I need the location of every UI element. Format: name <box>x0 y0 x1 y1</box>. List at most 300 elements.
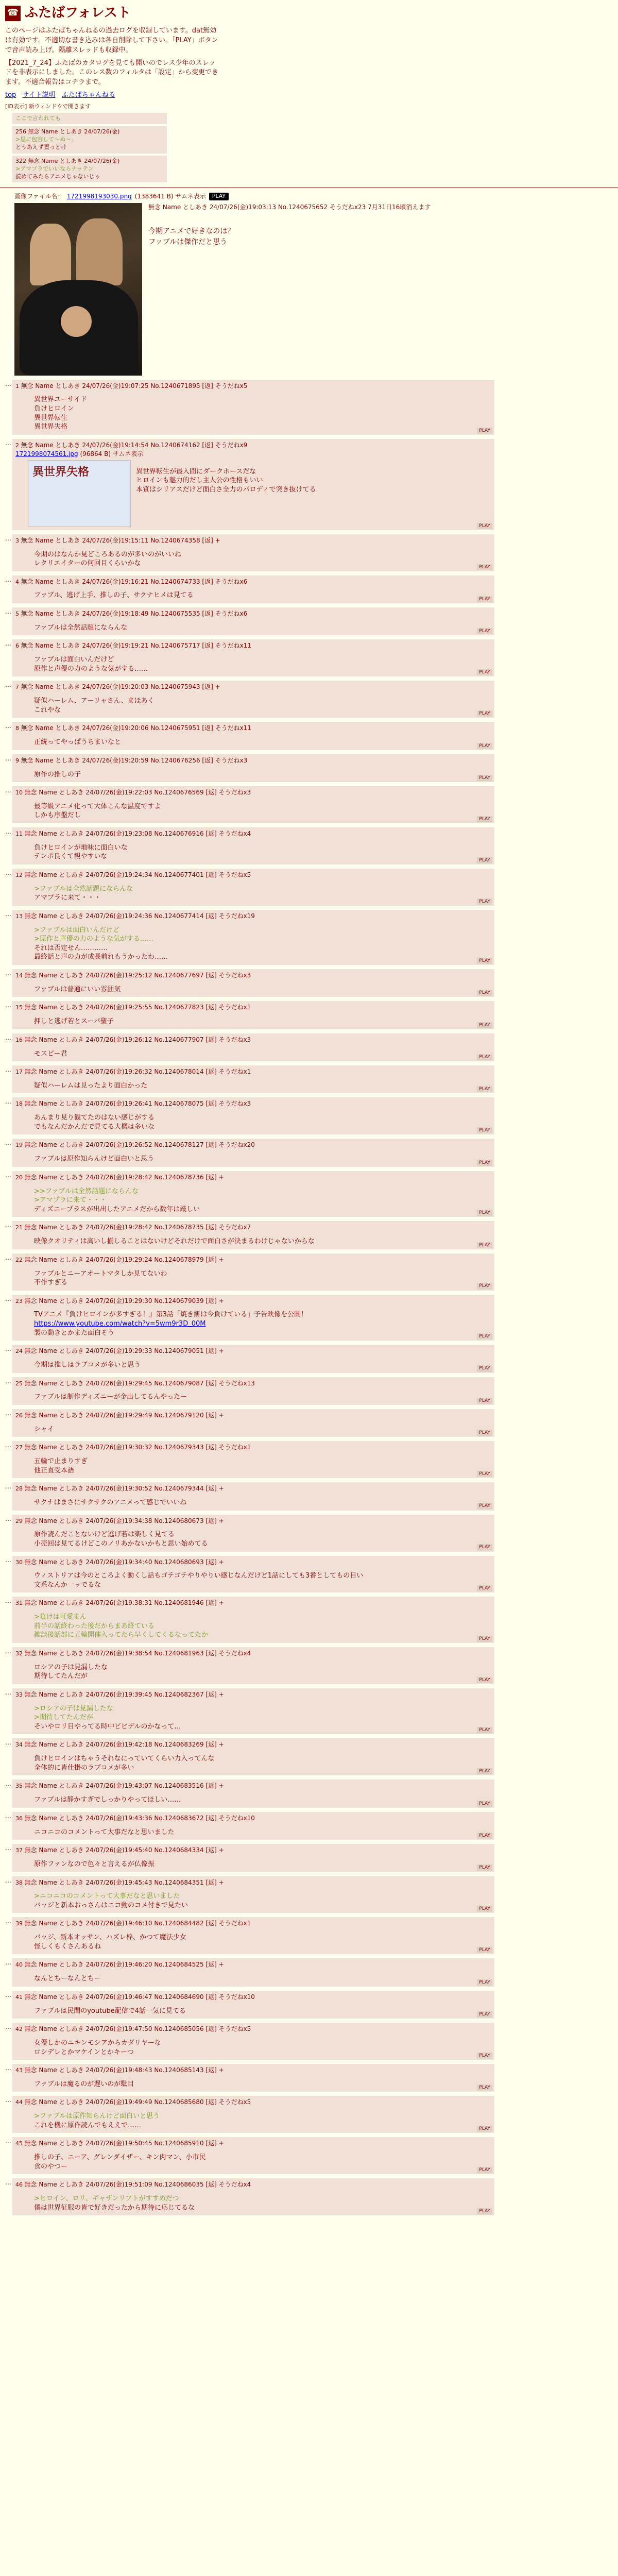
reply-line: バッジ、新本オッサン、ハズレ枠、かつて魔法少女 <box>34 1934 186 1942</box>
reply-message <box>34 1933 491 1951</box>
reply-gutter: … <box>5 1739 11 1747</box>
reply-post <box>12 534 494 571</box>
nav-link-futaba[interactable]: ふたばちゃんねる <box>61 91 115 99</box>
reply-line: ファブルは静かすぎでしっかりやってほしい…… <box>34 1796 181 1804</box>
reply-meta <box>15 1993 491 2002</box>
reply-line: 五輪で止まりすぎ <box>34 1458 88 1466</box>
preview-item[interactable] <box>12 126 167 154</box>
reply-play-button[interactable]: PLAY <box>477 1471 492 1477</box>
reply-play-button[interactable]: PLAY <box>477 1544 492 1550</box>
reply-post <box>12 1139 494 1166</box>
reply-message <box>34 1530 491 1548</box>
reply-header: 無念 Name としあき 24/07/26(金)19:24:36 No.1240677414 [返] そうだねx19 <box>24 912 255 920</box>
op-message <box>148 227 431 247</box>
reply-row <box>5 786 618 823</box>
reply-gutter: … <box>5 1515 11 1522</box>
reply-message <box>34 697 491 715</box>
reply-number: 13 <box>15 912 25 920</box>
reply-play-button[interactable]: PLAY <box>477 2208 492 2214</box>
reply-message <box>34 1393 491 1402</box>
reply-play-button[interactable]: PLAY <box>477 1768 492 1774</box>
reply-meta <box>15 912 491 921</box>
reply-quote-line: 雑談後話部に五輪開催入ってたら早くしてくるなってたか <box>34 1631 209 1639</box>
reply-number: 1 <box>15 382 21 389</box>
reply-meta <box>15 1814 491 1823</box>
reply-play-button[interactable]: PLAY <box>477 669 492 675</box>
reply-play-button[interactable]: PLAY <box>477 1636 492 1642</box>
reply-meta <box>15 1173 491 1182</box>
reply-message <box>34 655 491 673</box>
op-file-bar <box>14 192 618 200</box>
reply-play-button[interactable]: PLAY <box>477 1160 492 1166</box>
reply-post <box>12 1917 494 1954</box>
reply-message <box>34 1795 491 1805</box>
reply-line: 最終話と声の力が成長前れもうかったわ…… <box>34 953 168 961</box>
reply-post <box>12 1253 494 1291</box>
reply-gutter: … <box>5 1377 11 1385</box>
reply-meta <box>15 1347 491 1355</box>
reply-row <box>5 1377 618 1405</box>
reply-message <box>34 2007 491 2016</box>
reply-header: 無念 Name としあき 24/07/26(金)19:25:12 No.1240677697 [返] そうだねx3 <box>24 971 251 979</box>
reply-meta <box>15 1256 491 1264</box>
reply-gutter: … <box>5 2096 11 2104</box>
reply-message <box>34 1860 491 1869</box>
reply-gutter: … <box>5 1688 11 1696</box>
reply-row <box>5 607 618 635</box>
reply-row <box>5 439 618 530</box>
op-line: 今期アニメで好きなのは？ <box>148 227 235 235</box>
reply-gutter: … <box>5 754 11 762</box>
reply-post <box>12 1345 494 1372</box>
reply-post <box>12 1844 494 1872</box>
preview-label[interactable]: [ID表示] 新ウィンドウで開きます <box>5 103 91 110</box>
reply-number: 6 <box>15 642 21 650</box>
reply-header: 無念 Name としあき 24/07/26(金)19:19:21 No.1240675717 [返] そうだねx11 <box>21 642 251 650</box>
reply-message <box>34 1187 491 1214</box>
reply-line: 期待してたんだが <box>34 1672 88 1681</box>
reply-number: 41 <box>15 1993 25 2001</box>
reply-gutter: … <box>5 1409 11 1417</box>
reply-gutter: … <box>5 1171 11 1179</box>
reply-number: 44 <box>15 2099 25 2106</box>
reply-message <box>34 1361 491 1370</box>
reply-row <box>5 1001 618 1029</box>
reply-gutter: … <box>5 1033 11 1041</box>
reply-play-button[interactable]: PLAY <box>477 1210 492 1216</box>
reply-post <box>12 575 494 603</box>
reply-play-button[interactable]: PLAY <box>477 775 492 781</box>
reply-header: 無念 Name としあき 24/07/26(金)19:42:18 No.1240683269 [返] + <box>24 1741 224 1749</box>
reply-line: TVアニメ『負けヒロインが多すぎる！』第3話「焼き餅は今負けている」予告映像を公開！ <box>34 1311 308 1319</box>
reply-gutter: … <box>5 2179 11 2187</box>
reply-meta <box>15 1067 491 1076</box>
reply-gutter: … <box>5 1483 11 1490</box>
reply-gutter: … <box>5 969 11 977</box>
reply-play-button[interactable]: PLAY <box>477 1086 492 1092</box>
reply-message <box>136 467 316 527</box>
reply-row <box>5 1780 618 1807</box>
preview-item[interactable] <box>12 156 167 183</box>
reply-play-button[interactable]: PLAY <box>477 1022 492 1028</box>
reply-header: 無念 Name としあき 24/07/26(金)19:46:20 No.1240684525 [返] + <box>24 1961 224 1969</box>
reply-gutter: … <box>5 1597 11 1605</box>
reply-play-button[interactable]: PLAY <box>477 2053 492 2059</box>
reply-line: 原作読んだことないけど逃げ若は楽しく見てる <box>34 1531 175 1539</box>
reply-play-button[interactable]: PLAY <box>477 1333 492 1340</box>
reply-post <box>12 1738 494 1775</box>
reply-header: 無念 Name としあき 24/07/26(金)19:15:11 No.1240674358 [返] + <box>21 536 220 544</box>
nav-link-top[interactable]: top <box>5 91 16 99</box>
reply-meta <box>15 1919 491 1928</box>
reply-file-bar <box>15 450 491 458</box>
reply-header: 無念 Name としあき 24/07/26(金)19:34:38 No.1240680673 [返] + <box>24 1517 224 1524</box>
reply-play-button[interactable]: PLAY <box>477 2084 492 2091</box>
reply-message <box>34 926 491 962</box>
op-image[interactable] <box>14 203 142 376</box>
reply-row <box>5 2178 618 2215</box>
reply-row <box>5 2023 618 2060</box>
reply-header: 無念 Name としあき 24/07/26(金)19:26:32 No.1240678014 [返] そうだねx1 <box>24 1068 251 1076</box>
reply-post <box>12 2023 494 2060</box>
reply-gutter: … <box>5 681 11 689</box>
reply-header: 無念 Name としあき 24/07/26(金)19:29:49 No.1240679120 [返] + <box>24 1411 224 1419</box>
reply-line: 最等級アニメ化って大体こんな温度ですよ <box>34 802 161 810</box>
reply-row <box>5 910 618 965</box>
reply-header: 無念 Name としあき 24/07/26(金)19:47:50 No.1240685056 [返] そうだねx5 <box>24 2025 251 2033</box>
reply-post <box>12 380 494 435</box>
reply-header: 無念 Name としあき 24/07/26(金)19:51:09 No.1240686035 [返] そうだねx4 <box>24 2181 251 2189</box>
reply-meta <box>15 441 491 450</box>
reply-line: ロシデレとかマケインとかキーつ <box>34 2048 134 2056</box>
reply-line: 正統ってやっぱうちまいなと <box>34 738 122 747</box>
reply-line: 負けヒロインが地味に面白いな <box>34 843 128 852</box>
reply-meta <box>15 1846 491 1855</box>
site-intro <box>5 26 221 88</box>
reply-file-link[interactable]: 1721998074561.jpg <box>15 450 78 457</box>
reply-message <box>34 802 491 820</box>
reply-number: 22 <box>15 1256 25 1263</box>
reply-meta <box>15 1141 491 1149</box>
reply-play-button[interactable]: PLAY <box>477 857 492 863</box>
reply-play-button[interactable]: PLAY <box>477 1283 492 1289</box>
reply-header: 無念 Name としあき 24/07/26(金)19:26:12 No.1240677907 [返] そうだねx3 <box>24 1036 251 1043</box>
reply-post <box>12 969 494 997</box>
site-logo-icon[interactable]: ☎ <box>5 6 21 21</box>
reply-gutter: … <box>5 640 11 648</box>
reply-header: 無念 Name としあき 24/07/26(金)19:29:24 No.1240678979 [返] + <box>24 1256 224 1263</box>
reply-quote-line: >アマプラに来て・・・ <box>34 1196 107 1205</box>
reply-message <box>34 395 491 431</box>
reply-header: 無念 Name としあき 24/07/26(金)19:45:40 No.1240684334 [返] + <box>24 1846 224 1854</box>
reply-message <box>34 1457 491 1475</box>
reply-message <box>34 2194 491 2212</box>
reply-number: 25 <box>15 1380 25 1387</box>
reply-play-button[interactable]: PLAY <box>477 899 492 905</box>
reply-line: 女優しかのニキンモシアからカダリヤーな <box>34 2039 161 2047</box>
reply-gutter: … <box>5 787 11 794</box>
reply-play-button[interactable]: PLAY <box>477 1127 492 1133</box>
reply-number: 8 <box>15 725 21 732</box>
reply-play-button[interactable]: PLAY <box>477 1677 492 1683</box>
reply-number: 2 <box>15 442 21 449</box>
reply-row <box>5 1345 618 1372</box>
reply-meta <box>15 2139 491 2148</box>
reply-line: そいやロリ目やってる時中ビビデルのかなって… <box>34 1722 181 1731</box>
reply-number: 45 <box>15 2140 25 2147</box>
reply-number: 39 <box>15 1920 25 1927</box>
reply-header: 無念 Name としあき 24/07/26(金)19:14:54 No.1240674162 [返] そうだねx9 <box>21 441 248 449</box>
reply-meta <box>15 1003 491 1012</box>
reply-gutter: … <box>5 1647 11 1655</box>
reply-post <box>12 910 494 965</box>
reply-post <box>12 1033 494 1061</box>
op-meta: 無念 Name としあき 24/07/26(金)19:03:13 No.1240675652 そうだねx23 7月31日16頃消えます <box>148 203 431 211</box>
reply-meta <box>15 756 491 765</box>
reply-play-button[interactable]: PLAY <box>477 1979 492 1986</box>
reply-meta <box>15 829 491 838</box>
reply-line: ファブル、逃げ上手、推しの子、サクナヒメは見てる <box>34 591 194 600</box>
reply-row <box>5 754 618 782</box>
preview-item[interactable] <box>12 113 167 125</box>
reply-post <box>12 639 494 676</box>
reply-play-button[interactable]: PLAY <box>477 1865 492 1871</box>
reply-line: 推しの子、ニーア、グレンダイザー、キン肉マン、小市民 <box>34 2154 206 2162</box>
reply-header: 無念 Name としあき 24/07/26(金)19:25:55 No.1240677823 [返] そうだねx1 <box>24 1004 251 1011</box>
nav-link-about[interactable]: サイト説明 <box>22 91 56 99</box>
reply-row <box>5 534 618 571</box>
reply-play-button[interactable]: PLAY <box>477 816 492 822</box>
reply-row <box>5 1033 618 1061</box>
intro-paragraph-1: このページはふたばちゃんねるの過去ログを収録しています。dat無効は有効です。不適切な書き込みは各自削除して下さい。「PLAY」ボタンで音声読み上げ。隔離スレッドも収録中。 <box>5 27 218 54</box>
reply-row <box>5 380 618 435</box>
reply-gutter: … <box>5 722 11 730</box>
preview-quote: ここで言われても <box>15 114 61 122</box>
reply-gutter: … <box>5 1812 11 1820</box>
reply-meta <box>15 683 491 691</box>
reply-number: 31 <box>15 1600 25 1607</box>
reply-message <box>34 1049 491 1059</box>
reply-post <box>12 1597 494 1642</box>
reply-play-button[interactable]: PLAY <box>477 1833 492 1839</box>
reply-quote-line: >>ファブルは全然話題にならんな <box>34 1187 139 1195</box>
reply-header: 無念 Name としあき 24/07/26(金)19:48:43 No.1240685143 [返] + <box>24 2066 224 2074</box>
reply-row <box>5 827 618 865</box>
reply-message <box>34 2153 491 2171</box>
reply-gutter: … <box>5 1345 11 1353</box>
reply-gutter: … <box>5 1253 11 1261</box>
reply-gutter: … <box>5 1844 11 1852</box>
reply-play-button[interactable]: PLAY <box>477 1430 492 1436</box>
site-header <box>0 0 618 23</box>
reply-quote-line: >ファブルは全然話題にならんな <box>34 885 133 893</box>
reply-gutter: … <box>5 2023 11 2031</box>
reply-line: レクリエイターの何回目くらいかな <box>34 560 141 568</box>
reply-post <box>12 1221 494 1249</box>
reply-file-info: (96864 B) サムネ表示 <box>78 450 144 457</box>
reply-row <box>5 1253 618 1291</box>
reply-gutter: … <box>5 869 11 876</box>
reply-url-link[interactable]: https://www.youtube.com/watch?v=5wm9r3D_00M <box>34 1320 206 1328</box>
reply-quote-line: >ファブルは面白いんだけど <box>34 926 120 934</box>
reply-row <box>5 969 618 997</box>
reply-line: でもなんだかんだで見てる大概は多いな <box>34 1123 155 1131</box>
reply-post <box>12 1812 494 1840</box>
reply-header: 無念 Name としあき 24/07/26(金)19:46:47 No.1240684690 [返] そうだねx10 <box>24 1993 255 2001</box>
reply-header: 無念 Name としあき 24/07/26(金)19:34:40 No.1240680693 [返] + <box>24 1558 224 1566</box>
reply-play-button[interactable]: PLAY <box>477 1398 492 1404</box>
reply-meta <box>15 382 491 391</box>
preview-text: とうあえず置っとけ <box>15 144 66 151</box>
reply-row <box>5 1065 618 1093</box>
intro-paragraph-2: 【2021_7_24】ふたばのカタログを見ても開いのでレス少年のスレッドを非表示にしました。このレス数のフィルタは「設定」から変更できます。不適合報告はコチラまで。 <box>5 59 219 87</box>
reply-list <box>5 380 618 2216</box>
reply-header: 無念 Name としあき 24/07/26(金)19:38:54 No.1240681963 [返] そうだねx4 <box>24 1649 251 1657</box>
reply-line: これやな <box>34 706 61 714</box>
reply-play-button[interactable]: PLAY <box>477 2167 492 2173</box>
reply-play-button[interactable]: PLAY <box>477 2011 492 2018</box>
reply-header: 無念 Name としあき 24/07/26(金)19:43:07 No.1240683516 [返] + <box>24 1782 224 1790</box>
reply-quote-line: >ニコニコのコメントって大事だなと思いました <box>34 1892 180 1901</box>
reply-play-button[interactable]: PLAY <box>477 743 492 749</box>
reply-meta <box>15 1036 491 1044</box>
reply-header: 無念 Name としあき 24/07/26(金)19:50:45 No.1240685910 [返] + <box>24 2140 224 2147</box>
reply-number: 43 <box>15 2067 25 2074</box>
reply-line: サクナはまさにサクサクのアニメって感じでいいね <box>34 1499 187 1507</box>
reply-gutter: … <box>5 534 11 542</box>
reply-play-button[interactable]: PLAY <box>477 2126 492 2132</box>
reply-row <box>5 1171 618 1217</box>
reply-play-button[interactable]: PLAY <box>477 710 492 717</box>
reply-message <box>34 1892 491 1910</box>
reply-post <box>12 1991 494 2019</box>
reply-play-button[interactable]: PLAY <box>477 523 492 529</box>
reply-number: 21 <box>15 1224 25 1231</box>
reply-play-button[interactable]: PLAY <box>477 1727 492 1733</box>
reply-number: 42 <box>15 2026 25 2033</box>
reply-number: 27 <box>15 1444 25 1451</box>
reply-number: 12 <box>15 871 25 878</box>
reply-quote-line: >ヒロイン、ロリ、ギャザンリプトがすすめだつ <box>34 2195 179 2203</box>
reply-play-button[interactable]: PLAY <box>477 596 492 602</box>
reply-post <box>12 681 494 718</box>
reply-line: ヒロインも魅力的だし主人公の性格もいい <box>136 477 263 485</box>
reply-row <box>5 575 618 603</box>
reply-message <box>34 1571 491 1589</box>
reply-post <box>12 1482 494 1510</box>
reply-row <box>5 1958 618 1986</box>
reply-play-button[interactable]: PLAY <box>477 1906 492 1912</box>
reply-message <box>34 1754 491 1772</box>
reply-number: 15 <box>15 1004 25 1011</box>
reply-line: ファブルとニーアオートマタしか見てないわ <box>34 1269 167 1278</box>
reply-post <box>12 1780 494 1807</box>
reply-message <box>34 1425 491 1434</box>
reply-meta <box>15 1517 491 1526</box>
reply-row <box>5 2096 618 2133</box>
reply-row <box>5 1647 618 1684</box>
reply-number: 28 <box>15 1485 25 1493</box>
reply-meta <box>15 1223 491 1232</box>
reply-number: 11 <box>15 831 25 838</box>
reply-play-button[interactable]: PLAY <box>477 564 492 570</box>
reply-line: 小売回は見てるけどこのノリあかないかもと思い始めてる <box>34 1540 208 1548</box>
reply-number: 29 <box>15 1517 25 1524</box>
op-file-link[interactable]: 1721998193030.png <box>66 193 132 200</box>
reply-number: 4 <box>15 578 21 585</box>
reply-image[interactable] <box>28 460 131 527</box>
reply-post <box>12 1515 494 1552</box>
reply-line: ファブルは魔るのが遅いのが駄目 <box>34 2080 134 2088</box>
reply-play-button[interactable]: PLAY <box>477 1054 492 1060</box>
reply-gutter: … <box>5 575 11 583</box>
reply-message <box>34 591 491 600</box>
reply-header: 無念 Name としあき 24/07/26(金)19:24:34 No.1240677401 [返] そうだねx5 <box>24 871 251 878</box>
reply-meta <box>15 578 491 586</box>
reply-play-button[interactable]: PLAY <box>477 1801 492 1807</box>
reply-image-title: 異世界失格 <box>32 465 90 479</box>
reply-message <box>34 1613 491 1640</box>
reply-play-button[interactable]: PLAY <box>477 1365 492 1371</box>
reply-gutter: … <box>5 1442 11 1449</box>
reply-line: 異世界転生 <box>34 414 68 422</box>
reply-meta <box>15 1782 491 1790</box>
reply-post <box>12 1441 494 1478</box>
reply-post <box>12 1295 494 1341</box>
reply-play-button[interactable]: PLAY <box>477 628 492 634</box>
op-image-figure <box>76 218 123 285</box>
reply-number: 34 <box>15 1741 25 1749</box>
op-line: ファブルは傑作だと思う <box>148 238 228 246</box>
reply-post <box>12 1377 494 1405</box>
reply-row <box>5 2137 618 2174</box>
op-play-button[interactable]: PLAY <box>209 193 229 200</box>
reply-message <box>34 1155 491 1164</box>
reply-play-button[interactable]: PLAY <box>477 1503 492 1509</box>
reply-line: それは否定せん………… <box>34 944 108 952</box>
reply-header: 無念 Name としあき 24/07/26(金)19:39:45 No.1240682367 [返] + <box>24 1690 224 1698</box>
reply-play-button[interactable]: PLAY <box>477 428 492 434</box>
reply-gutter: … <box>5 439 11 447</box>
op-image-figure <box>61 306 92 337</box>
reply-number: 36 <box>15 1815 25 1822</box>
reply-gutter: … <box>5 380 11 387</box>
reply-play-button[interactable]: PLAY <box>477 1585 492 1591</box>
reply-message <box>34 843 491 861</box>
reply-gutter: … <box>5 1991 11 1998</box>
reply-post <box>12 607 494 635</box>
reply-line: ファブルは普通にいい雰囲気 <box>34 985 121 993</box>
reply-play-button[interactable]: PLAY <box>477 1947 492 1953</box>
reply-header: 無念 Name としあき 24/07/26(金)19:46:10 No.1240684482 [返] そうだねx1 <box>24 1920 251 1927</box>
reply-row <box>5 1812 618 1840</box>
reply-number: 10 <box>15 789 25 796</box>
reply-message <box>34 550 491 568</box>
reply-line: 食のやつー <box>34 2162 68 2171</box>
reply-header: 無念 Name としあき 24/07/26(金)19:20:59 No.1240676256 [返] そうだねx3 <box>21 756 248 764</box>
reply-header: 無念 Name としあき 24/07/26(金)19:20:03 No.1240675943 [返] + <box>21 683 220 691</box>
reply-header: 無念 Name としあき 24/07/26(金)19:49:49 No.1240685680 [返] そうだねx5 <box>24 2098 251 2106</box>
reply-play-button[interactable]: PLAY <box>477 1242 492 1248</box>
op-text <box>148 203 431 376</box>
reply-play-button[interactable]: PLAY <box>477 990 492 996</box>
reply-gutter: … <box>5 1918 11 1925</box>
reply-meta <box>15 871 491 879</box>
reply-line: 僕は世界征服の皆で好きだったから期待に応じてるな <box>34 2204 195 2212</box>
reply-line: ファブルは民間のyoutube配信で4話一気に見てる <box>34 2007 186 2015</box>
reply-play-button[interactable]: PLAY <box>477 958 492 964</box>
reply-message <box>34 770 491 779</box>
